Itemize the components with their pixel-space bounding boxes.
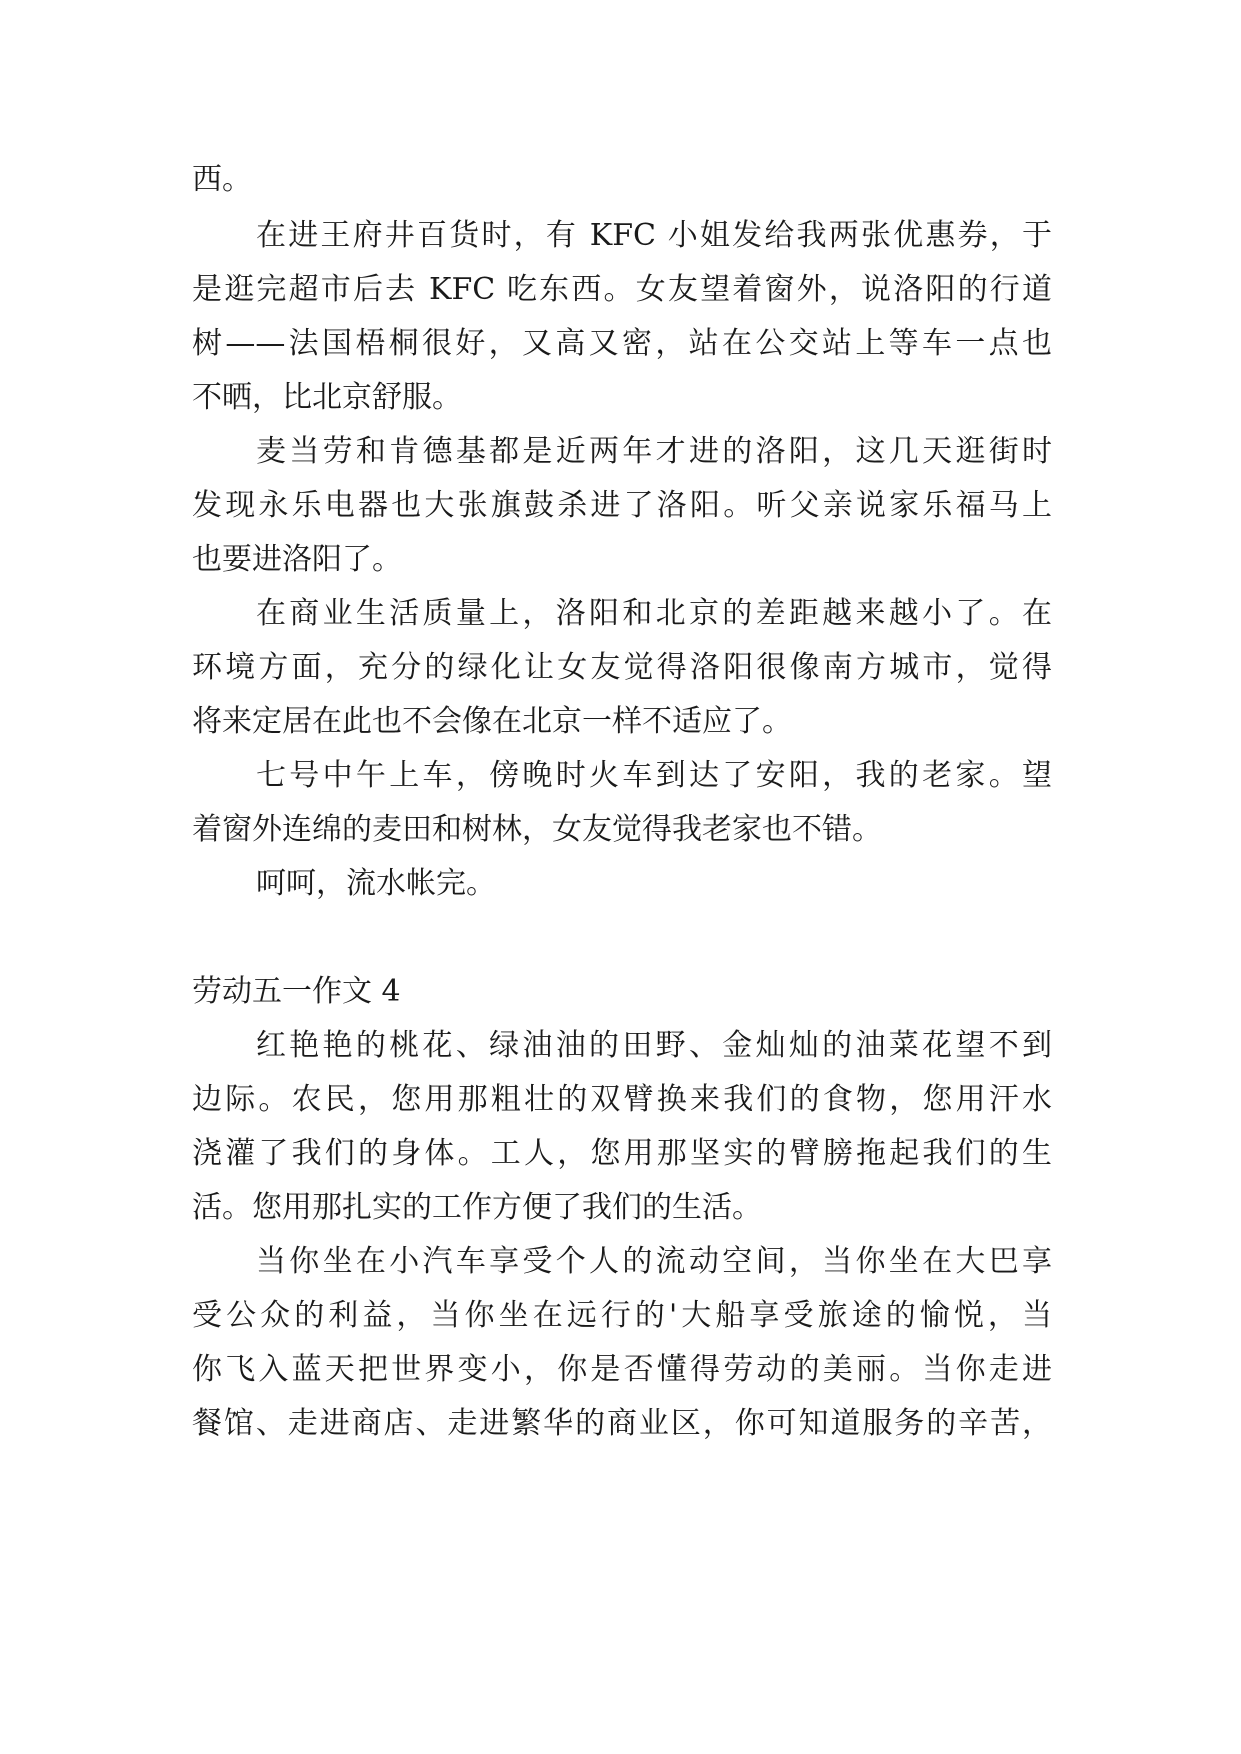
text-line: 受公众的利益，当你坐在远行的'大船享受旅途的愉悦，当 xyxy=(192,1298,1052,1333)
text-line: 树——法国梧桐很好，又高又密，站在公交站上等车一点也 xyxy=(192,326,1052,361)
section-heading: 劳动五一作文 4 xyxy=(192,974,401,1009)
text-line: 不晒，比北京舒服。 xyxy=(192,380,462,415)
text-line: 也要进洛阳了。 xyxy=(192,542,402,577)
text-line: 将来定居在此也不会像在北京一样不适应了。 xyxy=(192,704,792,739)
text-line: 餐馆、走进商店、走进繁华的商业区，你可知道服务的辛苦， xyxy=(192,1406,1052,1441)
text-line: 发现永乐电器也大张旗鼓杀进了洛阳。听父亲说家乐福马上 xyxy=(192,488,1052,523)
text-line: 浇灌了我们的身体。工人，您用那坚实的臂膀拖起我们的生 xyxy=(192,1136,1052,1171)
paragraph-first-line: 七号中午上车，傍晚时火车到达了安阳，我的老家。望 xyxy=(256,758,1052,793)
paragraph-first-line: 麦当劳和肯德基都是近两年才进的洛阳，这几天逛街时 xyxy=(256,434,1052,469)
text-line: 环境方面，充分的绿化让女友觉得洛阳很像南方城市，觉得 xyxy=(192,650,1052,685)
text-line: 是逛完超市后去 KFC 吃东西。女友望着窗外，说洛阳的行道 xyxy=(192,272,1052,307)
text-line: 活。您用那扎实的工作方便了我们的生活。 xyxy=(192,1190,762,1225)
text-line: 边际。农民，您用那粗壮的双臂换来我们的食物，您用汗水 xyxy=(192,1082,1052,1117)
paragraph-first-line: 在商业生活质量上，洛阳和北京的差距越来越小了。在 xyxy=(256,596,1052,631)
text-line: 着窗外连绵的麦田和树林，女友觉得我老家也不错。 xyxy=(192,812,882,847)
text-line: 西。 xyxy=(192,162,252,197)
paragraph-first-line: 呵呵，流水帐完。 xyxy=(256,866,496,901)
paragraph-first-line: 当你坐在小汽车享受个人的流动空间，当你坐在大巴享 xyxy=(256,1244,1052,1279)
paragraph-first-line: 在进王府井百货时，有 KFC 小姐发给我两张优惠券，于 xyxy=(256,218,1052,253)
text-line: 你飞入蓝天把世界变小，你是否懂得劳动的美丽。当你走进 xyxy=(192,1352,1052,1387)
paragraph-first-line: 红艳艳的桃花、绿油油的田野、金灿灿的油菜花望不到 xyxy=(256,1028,1052,1063)
